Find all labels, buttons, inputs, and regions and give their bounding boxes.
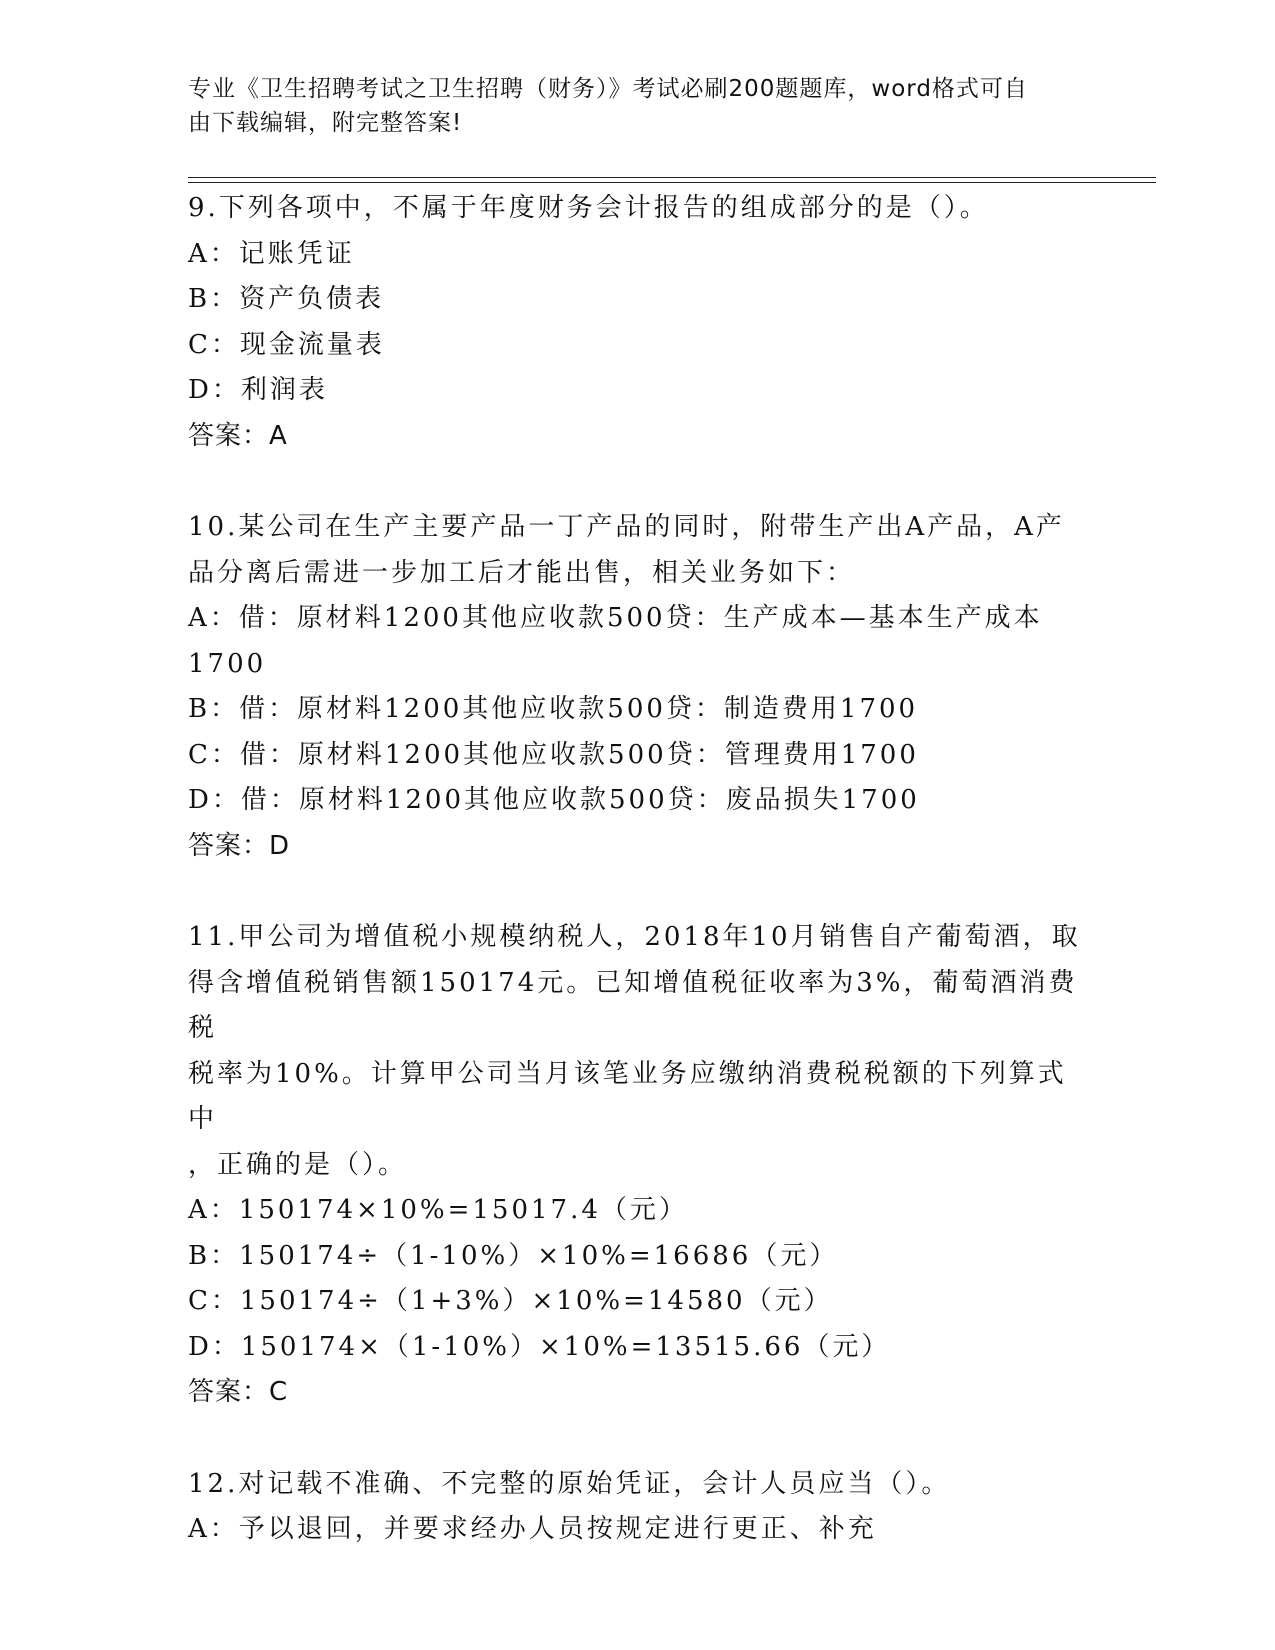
answer-line: 答案：A <box>188 420 288 451</box>
answer-line: 答案：C <box>188 1377 289 1407</box>
option-line: 1700 <box>188 648 267 679</box>
question-block <box>188 1462 1088 1553</box>
header-line-2: 由下载编辑，附完整答案! <box>188 110 463 136</box>
header-line-1: 专业《卫生招聘考试之卫生招聘（财务）》考试必刷200题题库，word格式可自 <box>188 76 1028 102</box>
option-line: D：借：原材料1200其他应收款500贷：废品损失1700 <box>188 785 920 815</box>
question-list <box>188 186 1088 1599</box>
question-block <box>188 915 1088 1416</box>
question-stem-line: ，正确的是（）。 <box>188 1149 408 1180</box>
option-line: A：予以退回，并要求经办人员按规定进行更正、补充 <box>188 1514 877 1544</box>
question-block <box>188 505 1088 869</box>
question-block <box>188 186 1088 459</box>
header-divider-top <box>188 177 1156 178</box>
document-header <box>188 72 1088 140</box>
option-line: A：借：原材料1200其他应收款500贷：生产成本—基本生产成本 <box>188 603 1043 633</box>
option-line: B：资产负债表 <box>188 284 385 314</box>
option-line: D：利润表 <box>188 375 328 405</box>
question-stem-line: 11.甲公司为增值税小规模纳税人，2018年10月销售自产葡萄酒，取 <box>188 922 1081 952</box>
option-line: C：150174÷（1+3%）×10%=14580（元） <box>188 1286 833 1316</box>
option-line: D：150174×（1-10%）×10%=13515.66（元） <box>188 1331 891 1362</box>
question-stem-line: 得含增值税销售额150174元。已知增值税征收率为3%，葡萄酒消费税 <box>188 967 1078 1043</box>
header-divider-bottom <box>188 182 1156 183</box>
answer-line: 答案：D <box>188 830 291 861</box>
option-line: A：记账凭证 <box>188 238 355 269</box>
option-line: C：借：原材料1200其他应收款500贷：管理费用1700 <box>188 739 919 770</box>
option-line: A：150174×10%=15017.4（元） <box>188 1195 688 1225</box>
question-stem-line: 10.某公司在生产主要产品一丁产品的同时，附带生产出A产品，A产 <box>188 512 1065 542</box>
question-stem-line: 税率为10%。计算甲公司当月该笔业务应缴纳消费税税额的下列算式中 <box>188 1058 1067 1134</box>
question-stem-line: 9.下列各项中，不属于年度财务会计报告的组成部分的是（）。 <box>188 193 989 223</box>
option-line: B：150174÷（1-10%）×10%=16686（元） <box>188 1240 839 1271</box>
question-stem-line: 12.对记载不准确、不完整的原始凭证，会计人员应当（）。 <box>188 1468 951 1499</box>
option-line: C：现金流量表 <box>188 329 385 360</box>
option-line: B：借：原材料1200其他应收款500贷：制造费用1700 <box>188 694 919 724</box>
question-stem-line: 品分离后需进一步加工后才能出售，相关业务如下： <box>188 557 856 588</box>
